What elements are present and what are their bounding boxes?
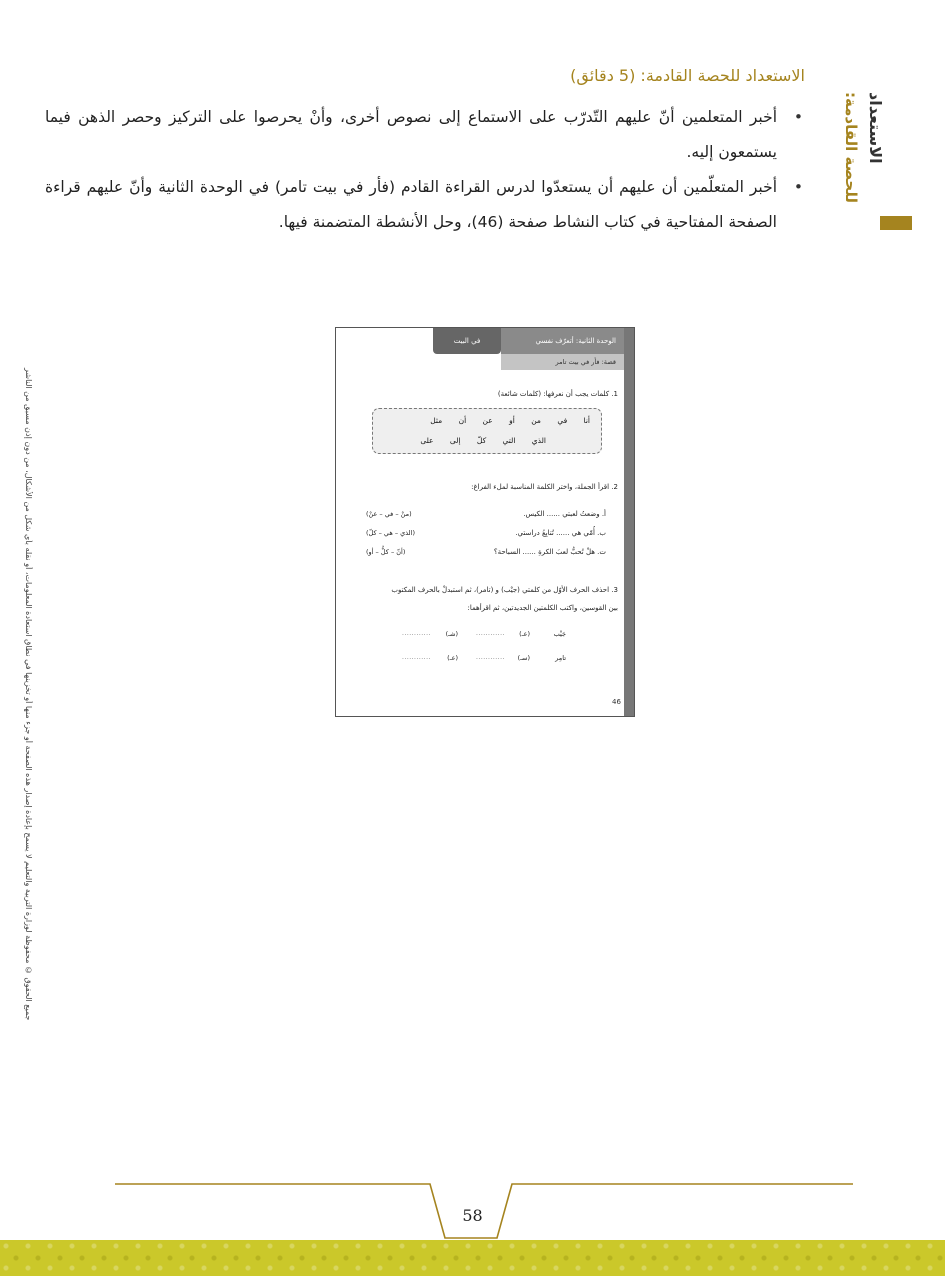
instruction-list	[45, 100, 805, 240]
answer-blank: ............	[476, 654, 505, 661]
answer-blank: ............	[402, 654, 431, 661]
exercise-2-sentence: ب. أُمّي هي ...... تُتابِعُ دراستي.	[515, 529, 606, 537]
exercise-2-options: (أنّ – كلُّ – أو)	[366, 548, 406, 556]
exercise-3-title: 3. احذف الحرف الأوّل من كلمتي (جيْب) و (تامر)، ثم استبدلْ بالحرف المكتوب	[391, 586, 618, 594]
gold-marker-bar	[880, 216, 912, 230]
exercise-3-title-cont: بين القوسين، واكتب الكلمتين الجديدتين، ثم اقرأهما:	[467, 604, 618, 612]
lesson-title-bar: قصة: فأر في بيت تامر	[501, 354, 624, 370]
exercise-2-options: (الذي – هي – كلّ)	[366, 529, 415, 537]
unit-title-bar: الوحدة الثانية: أتعرّف نفسي	[501, 328, 624, 354]
activity-page-thumbnail	[335, 327, 635, 717]
exercise-3-word: تامِر	[555, 654, 566, 662]
section-heading: الاستعداد للحصة القادمة: (5 دقائق)	[570, 66, 805, 85]
instruction-item: • أخبر المتعلّمين أن عليهم أن يستعدّوا لدرس القراءة القادم (فأر في بيت تامر) في الوحدة الثانية وأنّ عليهم قراءة الصفحة المفتاحية في كتاب النشاط صفحة (46)، وحل الأنشطة المتضمنة فيها.	[45, 170, 805, 240]
side-label-line1: الاستعداد	[866, 92, 885, 164]
exercise-2-options: (منْ – في – عنْ)	[366, 510, 412, 518]
page-side-strip	[624, 328, 634, 716]
common-words-box	[372, 408, 602, 454]
answer-blank: ............	[402, 630, 431, 637]
home-tab: في البيت	[433, 328, 501, 354]
exercise-2-sentence: ت. هلْ تُحبُّ لعبَ الكرةِ ...... السباحة؟	[493, 548, 606, 556]
exercise-3-word: جَيْب	[553, 630, 566, 638]
instruction-item: • أخبر المتعلمين أنّ عليهم التّدرّب على الاستماع إلى نصوص أخرى، وأنْ يحرصوا على التركيز وحصر الذهن فيما يستمعون إليه.	[45, 100, 805, 170]
exercise-2-sentence: أ. وضعتُ لعبتي ...... الكيس.	[523, 510, 606, 518]
decorative-pattern-band	[0, 1240, 945, 1276]
exercise-3-letter: (سـ)	[517, 654, 530, 662]
page-number: 58	[462, 1206, 483, 1225]
exercise-3-letter: (عـ)	[447, 654, 458, 662]
answer-blank: ............	[476, 630, 505, 637]
common-words-row: الذي التي كلّ إلى على	[420, 436, 546, 445]
exercise-3-letter: (عـ)	[519, 630, 530, 638]
exercise-2-title: 2. اقرأ الجملة، واختر الكلمة المناسبة لملء الفراغ:	[471, 483, 618, 491]
exercise-3-letter: (شـ)	[445, 630, 458, 638]
side-section-label	[838, 92, 888, 212]
common-words-row: أنا في من أو عن أن مثل	[430, 416, 590, 425]
thumbnail-page-number: 46	[612, 698, 621, 706]
copyright-note: جميع الحقوق © محفوظة لوزارة التربية والتعليم لا يسمح بإعادة إصدار هذه الصفحة أو جزء منها أو تخزينها في نطاق استعادة المعلومات، أو نقله بأي شكل من الأشكال، من دون إذن مسبق من الناشر	[24, 367, 33, 1020]
exercise-1-title: 1. كلمات يجب أن نعرفها: (كلمات شائعة)	[497, 390, 618, 398]
side-label-line2: للحصة القادمة:	[842, 92, 860, 203]
